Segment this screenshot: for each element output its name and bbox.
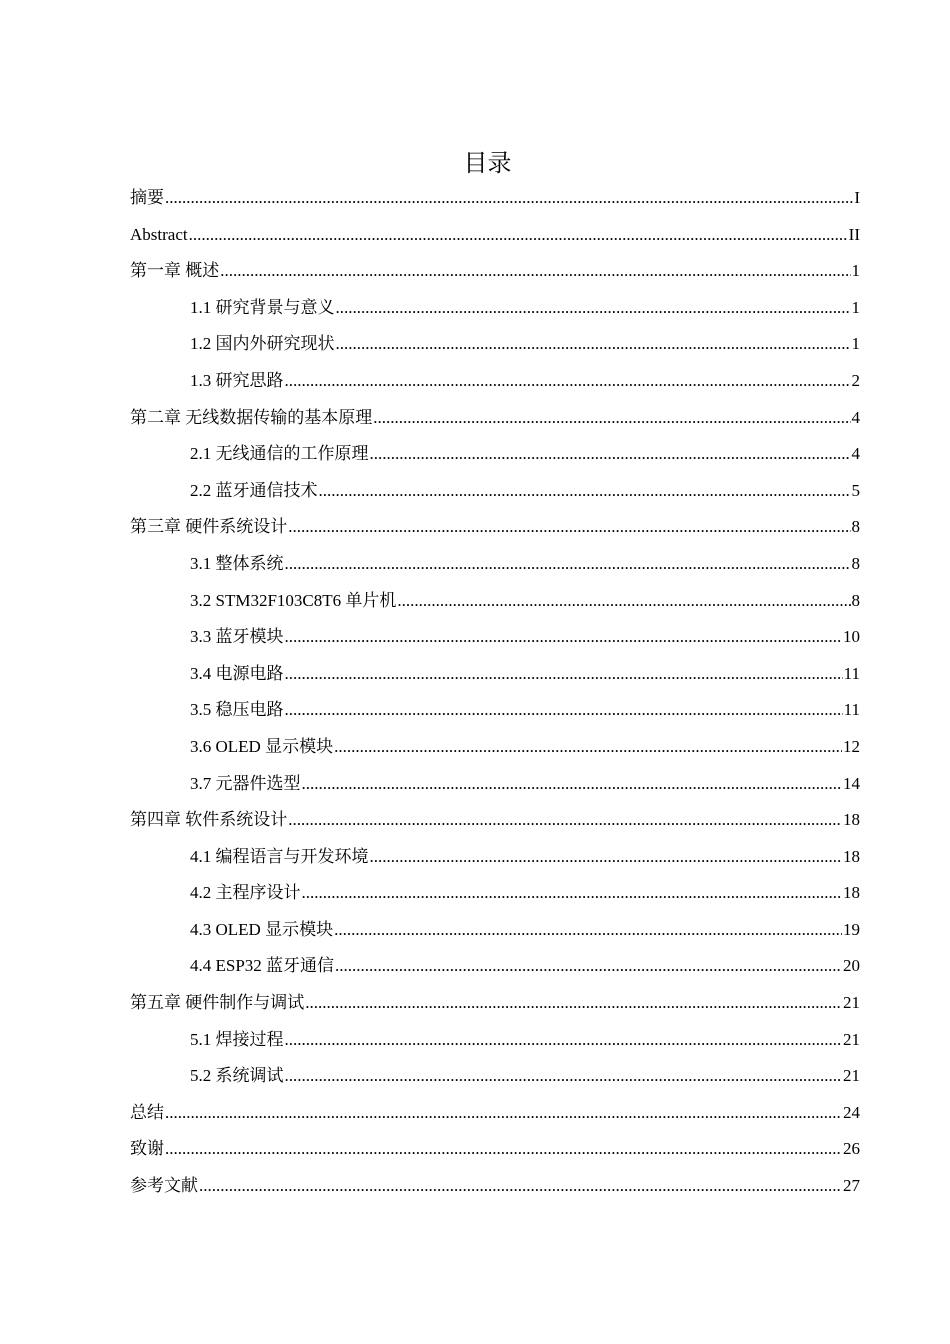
- toc-entry-label: 4.4 ESP32 蓝牙通信: [190, 956, 335, 976]
- toc-entry[interactable]: [130, 988, 860, 1025]
- toc-entry-label: 第四章 软件系统设计: [130, 810, 288, 830]
- toc-leader-dots: [334, 915, 842, 945]
- toc-entry[interactable]: [130, 622, 860, 659]
- toc-leader-dots: [285, 366, 851, 396]
- toc-entry-label: 4.2 主程序设计: [190, 883, 301, 903]
- toc-leader-dots: [165, 1134, 842, 1164]
- toc-entry-page-number: 1: [851, 297, 860, 317]
- toc-entry-page-number: 21: [843, 993, 860, 1013]
- toc-entry[interactable]: [130, 586, 860, 623]
- toc-title: 目录: [463, 149, 512, 177]
- toc-entry-label: Abstract: [130, 224, 188, 244]
- toc-entry[interactable]: [130, 769, 860, 806]
- toc-entry-label: 3.7 元器件选型: [190, 773, 301, 793]
- toc-leader-dots: [285, 1025, 843, 1055]
- toc-entry-label: 1.2 国内外研究现状: [190, 334, 335, 354]
- toc-entry-page-number: 8: [851, 590, 860, 610]
- toc-entry[interactable]: [130, 256, 860, 293]
- toc-entry[interactable]: [130, 329, 860, 366]
- toc-leader-dots: [288, 512, 850, 542]
- toc-entry-page-number: II: [848, 224, 860, 244]
- toc-entry[interactable]: [130, 1098, 860, 1135]
- toc-entry[interactable]: [130, 659, 860, 696]
- toc-entry-page-number: 8: [851, 517, 860, 537]
- toc-entry-label: 3.6 OLED 显示模块: [190, 736, 334, 756]
- toc-leader-dots: [302, 769, 843, 799]
- toc-entry-page-number: 4: [851, 444, 860, 464]
- toc-entry[interactable]: [130, 951, 860, 988]
- toc-entry-page-number: 21: [843, 1066, 860, 1086]
- toc-entry-label: 1.1 研究背景与意义: [190, 297, 335, 317]
- toc-leader-dots: [334, 732, 842, 762]
- toc-leader-dots: [373, 403, 850, 433]
- toc-entry-label: 总结: [130, 1102, 164, 1122]
- toc-entry[interactable]: [130, 1171, 860, 1208]
- toc-entry-page-number: 10: [843, 627, 860, 647]
- toc-entry-label: 5.1 焊接过程: [190, 1029, 284, 1049]
- toc-entry-page-number: 2: [851, 370, 860, 390]
- toc-entry-page-number: 19: [843, 919, 860, 939]
- toc-leader-dots: [336, 293, 851, 323]
- toc-entry[interactable]: [130, 878, 860, 915]
- toc-entry[interactable]: [130, 549, 860, 586]
- toc-leader-dots: [220, 256, 850, 286]
- toc-leader-dots: [285, 659, 843, 689]
- toc-entry-label: 3.5 稳压电路: [190, 700, 284, 720]
- toc-leader-dots: [165, 1098, 842, 1128]
- toc-entry-page-number: 8: [851, 553, 860, 573]
- toc-leader-dots: [189, 220, 848, 250]
- toc-leader-dots: [288, 805, 842, 835]
- toc-entry-page-number: 18: [843, 810, 860, 830]
- toc-leader-dots: [370, 842, 843, 872]
- toc-entry-label: 3.1 整体系统: [190, 553, 284, 573]
- toc-entry-label: 第一章 概述: [130, 261, 220, 281]
- toc-entry-page-number: 21: [843, 1029, 860, 1049]
- toc-leader-dots: [319, 476, 851, 506]
- toc-entry-page-number: 4: [851, 407, 860, 427]
- toc-entry[interactable]: [130, 439, 860, 476]
- toc-entry[interactable]: [130, 805, 860, 842]
- toc-entry-page-number: 14: [843, 773, 860, 793]
- toc-entry-page-number: 1: [851, 334, 860, 354]
- toc-entry[interactable]: [130, 732, 860, 769]
- toc-entry[interactable]: [130, 1025, 860, 1062]
- toc-leader-dots: [165, 183, 853, 213]
- toc-entry[interactable]: [130, 366, 860, 403]
- toc-entry[interactable]: [130, 293, 860, 330]
- table-of-contents: [130, 183, 860, 1208]
- toc-leader-dots: [285, 549, 851, 579]
- toc-entry-page-number: 1: [851, 261, 860, 281]
- toc-entry-page-number: 18: [843, 883, 860, 903]
- toc-entry[interactable]: [130, 915, 860, 952]
- toc-entry[interactable]: [130, 183, 860, 220]
- toc-entry[interactable]: [130, 842, 860, 879]
- toc-leader-dots: [335, 951, 842, 981]
- toc-entry-page-number: 5: [851, 480, 860, 500]
- toc-entry-label: 5.2 系统调试: [190, 1066, 284, 1086]
- toc-leader-dots: [285, 1061, 843, 1091]
- toc-entry-label: 第五章 硬件制作与调试: [130, 993, 305, 1013]
- toc-entry-label: 2.2 蓝牙通信技术: [190, 480, 318, 500]
- toc-entry-page-number: 11: [843, 663, 860, 683]
- toc-entry-page-number: 20: [843, 956, 860, 976]
- toc-entry-label: 3.3 蓝牙模块: [190, 627, 284, 647]
- toc-entry-page-number: 12: [843, 736, 860, 756]
- toc-entry-label: 3.2 STM32F103C8T6 单片机: [190, 590, 397, 610]
- toc-entry[interactable]: [130, 695, 860, 732]
- toc-entry-label: 第二章 无线数据传输的基本原理: [130, 407, 373, 427]
- toc-leader-dots: [285, 695, 843, 725]
- toc-entry-label: 参考文献: [130, 1176, 198, 1196]
- toc-entry-label: 2.1 无线通信的工作原理: [190, 444, 369, 464]
- toc-leader-dots: [285, 622, 843, 652]
- toc-leader-dots: [199, 1171, 842, 1201]
- toc-entry-label: 4.3 OLED 显示模块: [190, 919, 334, 939]
- toc-entry[interactable]: [130, 476, 860, 513]
- toc-entry-page-number: 11: [843, 700, 860, 720]
- toc-entry-label: 摘要: [130, 188, 164, 207]
- toc-entry-label: 4.1 编程语言与开发环境: [190, 846, 369, 866]
- toc-leader-dots: [302, 878, 843, 908]
- toc-leader-dots: [336, 329, 851, 359]
- toc-entry-label: 3.4 电源电路: [190, 663, 284, 683]
- toc-entry-label: 1.3 研究思路: [190, 370, 284, 390]
- toc-entry[interactable]: [130, 220, 860, 257]
- toc-entry-label: 第三章 硬件系统设计: [130, 517, 288, 537]
- toc-entry[interactable]: [130, 512, 860, 549]
- toc-entry-page-number: 27: [843, 1176, 860, 1196]
- toc-entry[interactable]: [130, 1134, 860, 1171]
- toc-leader-dots: [370, 439, 851, 469]
- toc-entry-page-number: 26: [843, 1139, 860, 1159]
- toc-leader-dots: [397, 586, 850, 616]
- toc-entry[interactable]: [130, 1061, 860, 1098]
- toc-entry-label: 致谢: [130, 1139, 164, 1159]
- toc-entry-page-number: 24: [843, 1102, 860, 1122]
- toc-entry[interactable]: [130, 403, 860, 440]
- toc-entry-page-number: 18: [843, 846, 860, 866]
- toc-leader-dots: [305, 988, 842, 1018]
- toc-entry-page-number: I: [854, 188, 860, 207]
